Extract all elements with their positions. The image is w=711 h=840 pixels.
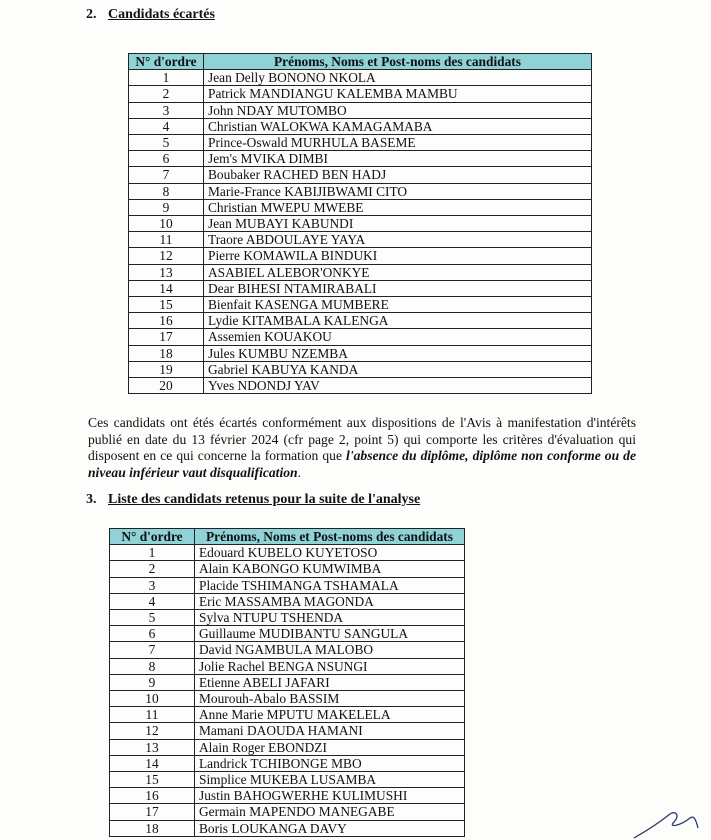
table-row: [129, 70, 592, 86]
order-number-cell: 8: [129, 183, 204, 199]
table-row: [129, 361, 592, 377]
candidate-name-cell: Gabriel KABUYA KANDA: [204, 361, 592, 377]
order-number-cell: 10: [110, 691, 195, 707]
order-number-cell: 7: [129, 167, 204, 183]
order-number-cell: 8: [110, 658, 195, 674]
retained-candidates-table: [109, 528, 465, 837]
order-number-cell: 10: [129, 216, 204, 232]
table-row: [129, 167, 592, 183]
table-row: [110, 804, 465, 820]
paragraph-end: .: [297, 465, 301, 481]
candidate-name-cell: Guillaume MUDIBANTU SANGULA: [195, 626, 465, 642]
table-row: [110, 739, 465, 755]
candidate-name-cell: Jean MUBAYI KABUNDI: [204, 216, 592, 232]
order-number-header: N° d'ordre: [129, 54, 204, 70]
section-2-heading: [86, 7, 215, 23]
order-number-cell: 2: [110, 561, 195, 577]
order-number-cell: 16: [110, 788, 195, 804]
table-row: [110, 626, 465, 642]
table-row: [129, 135, 592, 151]
candidate-name-cell: John NDAY MUTOMBO: [204, 102, 592, 118]
order-number-cell: 14: [129, 280, 204, 296]
candidate-name-cell: Etienne ABELI JAFARI: [195, 674, 465, 690]
table-row: [110, 577, 465, 593]
candidate-name-cell: Lydie KITAMBALA KALENGA: [204, 313, 592, 329]
order-number-cell: 12: [129, 248, 204, 264]
order-number-cell: 9: [129, 199, 204, 215]
candidate-name-cell: Bienfait KASENGA MUMBERE: [204, 297, 592, 313]
order-number-cell: 19: [129, 361, 204, 377]
table-row: [129, 297, 592, 313]
order-number-cell: 17: [129, 329, 204, 345]
table-header-row: [129, 54, 592, 70]
order-number-header: N° d'ordre: [110, 529, 195, 545]
table-row: [110, 707, 465, 723]
table-row: [110, 820, 465, 836]
candidate-name-cell: Alain Roger EBONDZI: [195, 739, 465, 755]
order-number-cell: 18: [110, 820, 195, 836]
candidate-name-header: Prénoms, Noms et Post-noms des candidats: [195, 529, 465, 545]
table-row: [129, 248, 592, 264]
candidate-name-cell: Prince-Oswald MURHULA BASEME: [204, 135, 592, 151]
order-number-cell: 17: [110, 804, 195, 820]
section-3-heading: [86, 492, 420, 508]
candidate-name-cell: Jolie Rachel BENGA NSUNGI: [195, 658, 465, 674]
candidate-name-cell: Sylva NTUPU TSHENDA: [195, 610, 465, 626]
order-number-cell: 15: [129, 297, 204, 313]
order-number-cell: 6: [129, 151, 204, 167]
table-row: [129, 378, 592, 394]
table-row: [129, 102, 592, 118]
candidate-name-cell: Landrick TCHIBONGE MBO: [195, 755, 465, 771]
table-row: [110, 772, 465, 788]
table-row: [110, 545, 465, 561]
table-row: [129, 118, 592, 134]
table-row: [110, 788, 465, 804]
candidate-name-cell: Christian MWEPU MWEBE: [204, 199, 592, 215]
candidate-name-cell: Jean Delly BONONO NKOLA: [204, 70, 592, 86]
order-number-cell: 11: [110, 707, 195, 723]
candidate-name-cell: Placide TSHIMANGA TSHAMALA: [195, 577, 465, 593]
table-row: [129, 264, 592, 280]
candidate-name-cell: Justin BAHOGWERHE KULIMUSHI: [195, 788, 465, 804]
table-row: [129, 183, 592, 199]
exclusion-explanation-paragraph: [88, 415, 636, 482]
order-number-cell: 6: [110, 626, 195, 642]
section-3-number: 3.: [86, 492, 97, 507]
order-number-cell: 13: [129, 264, 204, 280]
candidate-name-cell: Mamani DAOUDA HAMANI: [195, 723, 465, 739]
candidate-name-cell: Dear BIHESI NTAMIRABALI: [204, 280, 592, 296]
table-row: [110, 658, 465, 674]
order-number-cell: 5: [110, 610, 195, 626]
section-2-title: Candidats écartés: [108, 7, 215, 22]
candidate-name-cell: Boubaker RACHED BEN HADJ: [204, 167, 592, 183]
order-number-cell: 15: [110, 772, 195, 788]
candidate-name-cell: Boris LOUKANGA DAVY: [195, 820, 465, 836]
order-number-cell: 7: [110, 642, 195, 658]
candidate-name-cell: Assemien KOUAKOU: [204, 329, 592, 345]
candidate-name-cell: Pierre KOMAWILA BINDUKI: [204, 248, 592, 264]
candidate-name-cell: Germain MAPENDO MANEGABE: [195, 804, 465, 820]
order-number-cell: 9: [110, 674, 195, 690]
order-number-cell: 4: [129, 118, 204, 134]
table-row: [129, 280, 592, 296]
order-number-cell: 2: [129, 86, 204, 102]
order-number-cell: 3: [110, 577, 195, 593]
candidate-name-cell: Jules KUMBU NZEMBA: [204, 345, 592, 361]
paragraph-emphasis: l'absence du diplôme, diplôme non conforme ou de niveau inférieur vaut disqualification: [88, 448, 637, 481]
order-number-cell: 3: [129, 102, 204, 118]
table-row: [129, 151, 592, 167]
table-row: [129, 232, 592, 248]
table-row: [110, 642, 465, 658]
table-row: [110, 691, 465, 707]
candidate-name-cell: Traore ABDOULAYE YAYA: [204, 232, 592, 248]
table-row: [129, 216, 592, 232]
order-number-cell: 16: [129, 313, 204, 329]
candidate-name-header: Prénoms, Noms et Post-noms des candidats: [204, 54, 592, 70]
candidate-name-cell: Edouard KUBELO KUYETOSO: [195, 545, 465, 561]
table-row: [129, 329, 592, 345]
candidate-name-cell: Christian WALOKWA KAMAGAMABA: [204, 118, 592, 134]
order-number-cell: 12: [110, 723, 195, 739]
candidate-name-cell: Patrick MANDIANGU KALEMBA MAMBU: [204, 86, 592, 102]
paragraph-text: Ces candidats ont étés écartés conformément aux dispositions de l'Avis à manifestation d'intérêts publié en date du 13 février 2024 (cfr page 2, point 5) qui comporte les critères d'évaluation qui disposent en ce qui concerne la formation que: [88, 415, 636, 464]
order-number-cell: 13: [110, 739, 195, 755]
section-2-number: 2.: [86, 7, 97, 22]
order-number-cell: 1: [129, 70, 204, 86]
order-number-cell: 20: [129, 378, 204, 394]
table-row: [110, 674, 465, 690]
table-row: [110, 755, 465, 771]
candidate-name-cell: ASABIEL ALEBOR'ONKYE: [204, 264, 592, 280]
candidate-name-cell: Yves NDONDJ YAV: [204, 378, 592, 394]
candidate-name-cell: Anne Marie MPUTU MAKELELA: [195, 707, 465, 723]
signature-mark: [630, 808, 702, 840]
candidate-name-cell: Simplice MUKEBA LUSAMBA: [195, 772, 465, 788]
candidate-name-cell: Marie-France KABIJIBWAMI CITO: [204, 183, 592, 199]
table-row: [110, 610, 465, 626]
candidate-name-cell: Alain KABONGO KUMWIMBA: [195, 561, 465, 577]
table-row: [129, 313, 592, 329]
table-row: [129, 345, 592, 361]
candidate-name-cell: Jem's MVIKA DIMBI: [204, 151, 592, 167]
order-number-cell: 1: [110, 545, 195, 561]
table-row: [129, 86, 592, 102]
candidate-name-cell: Eric MASSAMBA MAGONDA: [195, 593, 465, 609]
order-number-cell: 4: [110, 593, 195, 609]
table-row: [110, 593, 465, 609]
table-row: [110, 561, 465, 577]
candidate-name-cell: Mourouh-Abalo BASSIM: [195, 691, 465, 707]
order-number-cell: 11: [129, 232, 204, 248]
table-row: [129, 199, 592, 215]
order-number-cell: 5: [129, 135, 204, 151]
table-row: [110, 723, 465, 739]
candidate-name-cell: David NGAMBULA MALOBO: [195, 642, 465, 658]
order-number-cell: 18: [129, 345, 204, 361]
order-number-cell: 14: [110, 755, 195, 771]
excluded-candidates-table: [128, 53, 592, 394]
table-header-row: [110, 529, 465, 545]
section-3-title: Liste des candidats retenus pour la suite de l'analyse: [108, 492, 421, 507]
